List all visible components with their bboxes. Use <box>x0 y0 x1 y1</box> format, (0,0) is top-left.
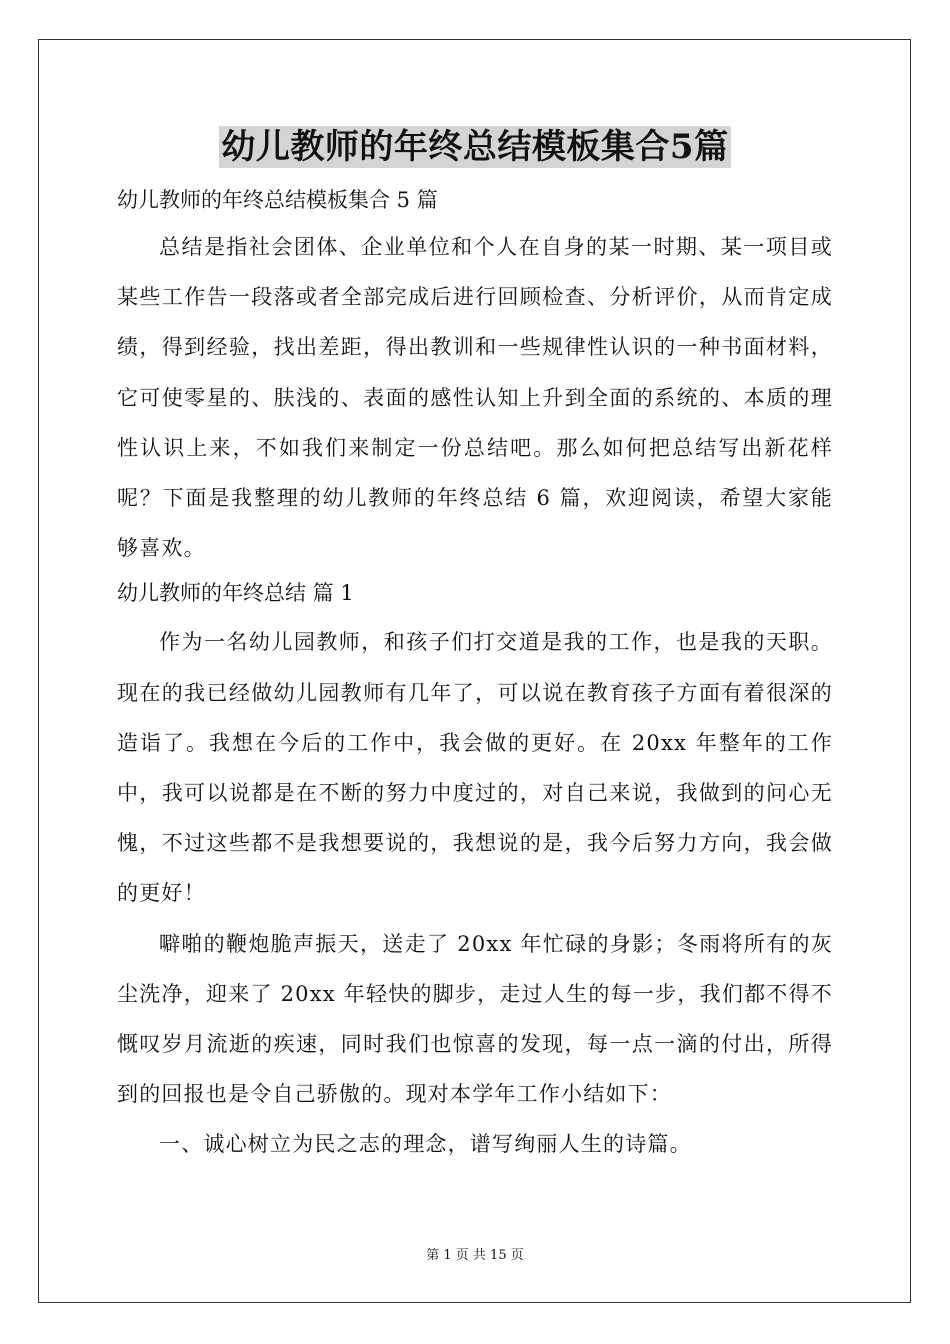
body-paragraph-1: 作为一名幼儿园教师，和孩子们打交道是我的工作，也是我的天职。现在的我已经做幼儿园教师有几年了，可以说在教育孩子方面有着很深的造诣了。我想在今后的工作中，我会做的更好。在 20xx 年整年的工作中，我可以说都是在不断的努力中度过的，对自己来说，我做到的问心无愧，不过这些都不是我想要说的，我想说的是，我今后努力方向，我会做的更好！ <box>117 630 833 906</box>
body-paragraph-3: 一、诚心树立为民之志的理念，谱写绚丽人生的诗篇。 <box>159 1132 692 1157</box>
intro-paragraph: 总结是指社会团体、企业单位和个人在自身的某一时期、某一项目或某些工作告一段落或者全部完成后进行回顾检查、分析评价，从而肯定成绩，得到经验，找出差距，得出教训和一些规律性认识的一种书面材料，它可使零星的、肤浅的、表面的感性认知上升到全面的系统的、本质的理性认识上来，不如我们来制定一份总结吧。那么如何把总结写出新花样呢？下面是我整理的幼儿教师的年终总结 6 篇，欢迎阅读，希望大家能够喜欢。 <box>117 235 833 561</box>
page-footer: 第 1 页 共 15 页 <box>426 1248 524 1263</box>
document-title: 幼儿教师的年终总结模板集合5篇 <box>221 127 729 167</box>
document-subtitle: 幼儿教师的年终总结模板集合 5 篇 <box>117 188 438 212</box>
document-body <box>117 180 833 1170</box>
body-paragraph-2: 噼啪的鞭炮脆声振天，送走了 20xx 年忙碌的身影；冬雨将所有的灰尘洗净，迎来了 20xx 年轻快的脚步，走过人生的每一步，我们都不得不慨叹岁月流逝的疾速，同时我们也惊喜的发现，每一点一滴的付出，所得到的回报也是令自己骄傲的。现对本学年工作小结如下： <box>117 931 833 1107</box>
title-container <box>0 126 950 168</box>
section-heading: 幼儿教师的年终总结 篇 1 <box>117 581 354 606</box>
